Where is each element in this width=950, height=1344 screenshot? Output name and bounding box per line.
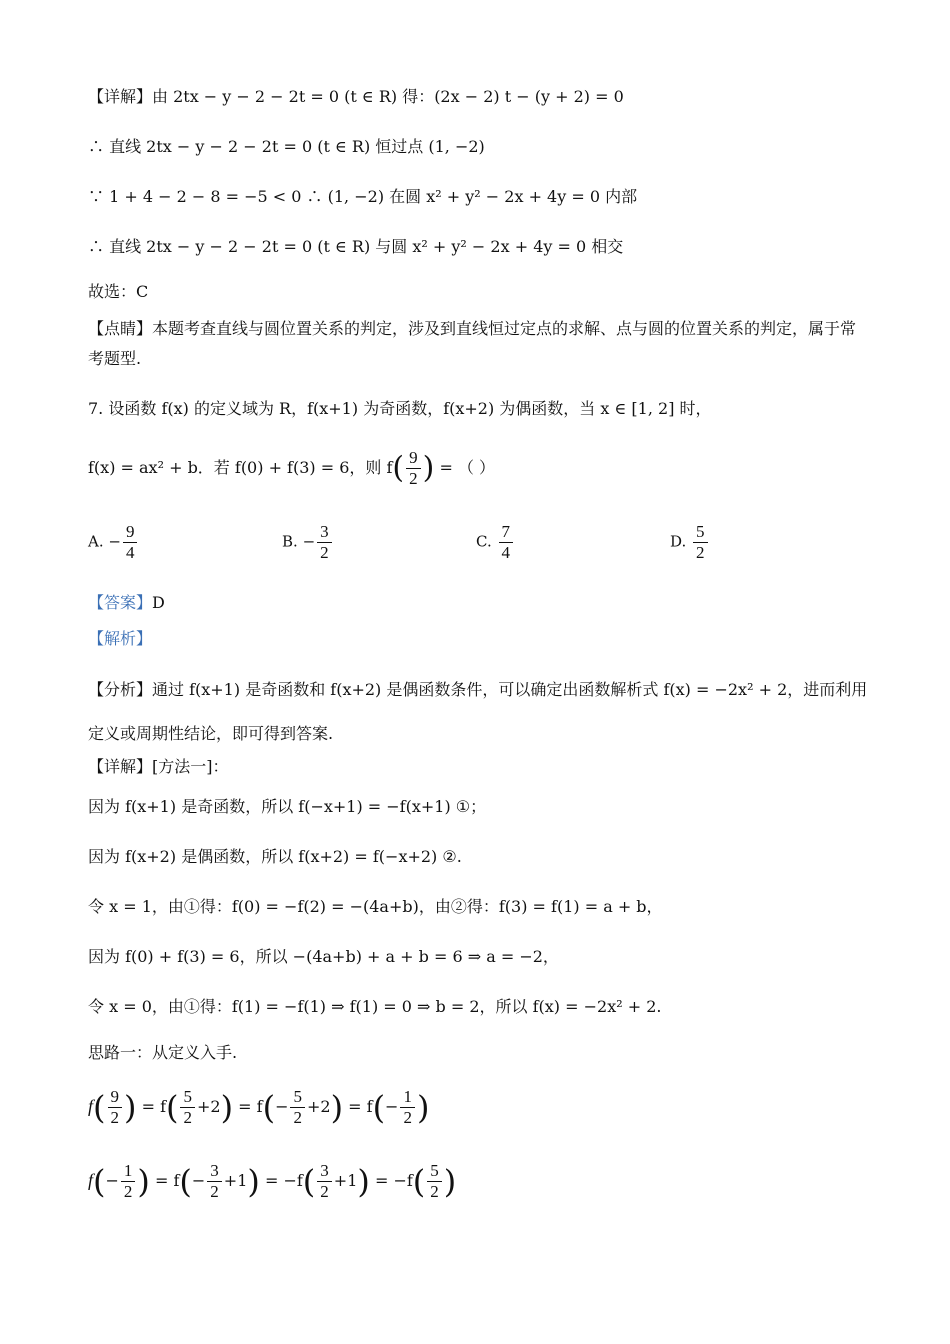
analysis-paragraph: 【分析】通过 f(x+1) 是奇函数和 f(x+2) 是偶函数条件，可以确定出函数解析式 f(x) = −2x² + 2，进而利用定义或周期性结论，即可得到答案. [88,680,868,743]
step-1: 因为 f(x+1) 是奇函数，所以 f(−x+1) = −f(x+1) ①； [88,797,487,816]
detail-line-3: ∵ 1 + 4 − 2 − 8 = −5 < 0 ∴ (1, −2) 在圆 x² + y² − 2x + 4y = 0 内部 [88,187,638,206]
analysis-tag: 【解析】 [88,629,153,648]
step-2: 因为 f(x+2) 是偶函数，所以 f(x+2) = f(−x+2) ②. [88,847,462,866]
q7-stem-2: f(x) = ax² + b．若 f(0) + f(3) = 6，则 f( $\frac{9}{2}$ ) = （ ） [88,448,496,488]
detail-line-4: ∴ 直线 2tx − y − 2 − 2t = 0 (t ∈ R) 与圆 x² + y² − 2x + 4y = 0 相交 [88,237,624,256]
answer-choice-line: 故选：C [88,282,149,301]
step-5: 令 x = 0，由①得：f(1) = −f(1) ⇒ f(1) = 0 ⇒ b = 2，所以 f(x) = −2x² + 2. [88,997,662,1016]
step-3: 令 x = 1，由①得：f(0) = −f(2) = −(4a+b)，由②得：f(3) = f(1) = a + b， [88,897,663,916]
q7-stem-2a: f(x) = ax² + b．若 f(0) + f(3) = 6，则 f [88,458,393,477]
comment-paragraph: 【点睛】本题考查直线与圆位置关系的判定，涉及到直线恒过定点的求解、点与圆的位置关系的判定，属于常考题型. [88,319,857,368]
q7-fraction: $\frac{9}{2}$ [406,448,421,489]
answer-value: D [152,593,165,612]
step-4: 因为 f(0) + f(3) = 6，所以 −(4a+b) + a + b = 6 ⇒ a = −2， [88,947,559,966]
q7-stem: 7. 设函数 f(x) 的定义域为 R，f(x+1) 为奇函数，f(x+2) 为偶函数，当 x ∈ [1, 2] 时， [88,399,712,418]
equation-2: f(− $\frac{1}{2}$ ) = f(− $\frac{3}{2}$ +1) = −f( $\frac{3}{2}$ +1) = −f( $\frac{5}{2}$ ) [88,1161,457,1201]
option-b: B. − $\frac{3}{2}$ [282,522,334,563]
q7-stem-2b: = （ ） [439,458,496,477]
step-6: 思路一：从定义入手. [88,1043,238,1062]
answer-line [88,590,165,616]
detail-line-2: ∴ 直线 2tx − y − 2 − 2t = 0 (t ∈ R) 恒过点 (1, −2) [88,137,485,156]
option-d: D. $\frac{5}{2}$ [670,522,710,563]
equation-1: f( $\frac{9}{2}$ ) = f( $\frac{5}{2}$ +2) = f(− $\frac{5}{2}$ +2) = f(− $\frac{1}{2}$ ) [88,1087,430,1127]
answer-tag: 【答案】 [88,593,153,612]
option-c: C. $\frac{7}{4}$ [476,522,515,563]
detail-line-1: 【详解】由 2tx − y − 2 − 2t = 0 (t ∈ R) 得：(2x − 2) t − (y + 2) = 0 [88,87,624,106]
option-a: A. − $\frac{9}{4}$ [88,522,139,563]
detail-head: 【详解】[方法一]： [88,757,229,776]
